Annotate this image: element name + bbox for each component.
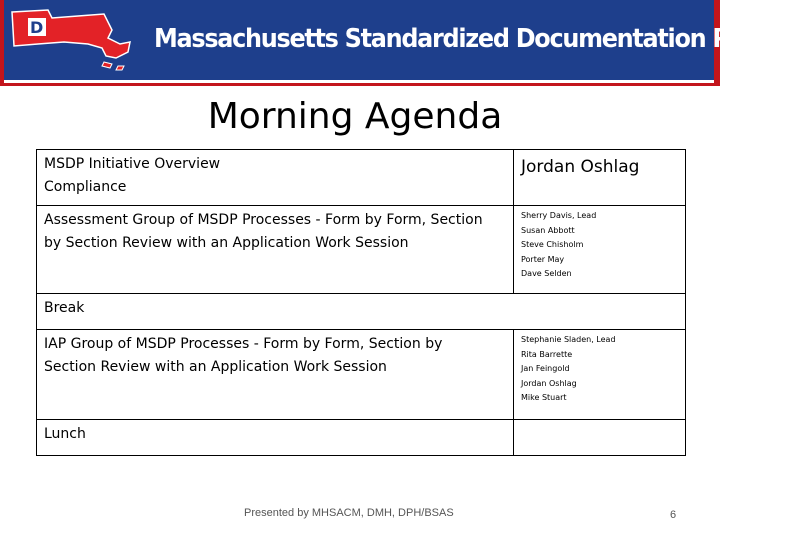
- topic-line: MSDP Initiative Overview: [44, 156, 221, 172]
- presenter-name: Sherry Davis, Lead: [521, 211, 597, 220]
- topic-line: Lunch: [44, 426, 86, 442]
- agenda-row: [37, 420, 686, 456]
- svg-text:D: D: [30, 18, 44, 37]
- agenda-topic: [37, 150, 514, 206]
- presenter-name: Jan Feingold: [521, 364, 570, 374]
- page-number: 6: [670, 509, 677, 521]
- topic-line: Compliance: [44, 179, 127, 195]
- presenter-name: Mike Stuart: [521, 393, 567, 403]
- topic-line: Section Review with an Application Work Session: [44, 359, 387, 375]
- topic-line: Assessment Group of MSDP Processes - Form by Form, Section: [44, 212, 483, 228]
- agenda-presenters: [514, 420, 686, 456]
- header-banner-inner: [4, 0, 799, 83]
- presenter-name: Dave Selden: [521, 269, 572, 279]
- agenda-presenters: [514, 206, 686, 294]
- presenter-name: Rita Barrette: [521, 349, 573, 359]
- agenda-topic: [37, 330, 514, 420]
- agenda-topic: [37, 420, 514, 456]
- topic-line: IAP Group of MSDP Processes - Form by Form, Section by: [44, 336, 443, 352]
- agenda-topic: [37, 206, 514, 294]
- agenda-row: [37, 150, 686, 206]
- agenda-table: [36, 149, 686, 456]
- header-banner: [0, 0, 799, 86]
- agenda-presenters: [514, 150, 686, 206]
- agenda-presenters: [514, 330, 686, 420]
- presenter-name: Jordan Oshlag: [521, 157, 640, 177]
- presenter-name: Porter May: [521, 254, 565, 264]
- footer-text: Presented by MHSACM, DMH, DPH/BSAS: [244, 507, 454, 519]
- agenda-row: [37, 294, 686, 330]
- presenter-name: Stephanie Sladen, Lead: [521, 335, 616, 344]
- topic-line: Break: [44, 300, 85, 316]
- presenter-name: Steve Chisholm: [521, 240, 584, 250]
- agenda-row: [37, 206, 686, 294]
- massachusetts-logo-icon: [8, 8, 134, 74]
- presenter-name: Jordan Oshlag: [521, 378, 577, 388]
- presenter-name: Susan Abbott: [521, 225, 575, 235]
- slide-title: Morning Agenda: [207, 96, 503, 137]
- agenda-topic: [37, 294, 686, 330]
- banner-title: Massachusetts Standardized Documentation Project: [154, 24, 799, 54]
- topic-line: by Section Review with an Application Work Session: [44, 235, 409, 251]
- agenda-row: [37, 330, 686, 420]
